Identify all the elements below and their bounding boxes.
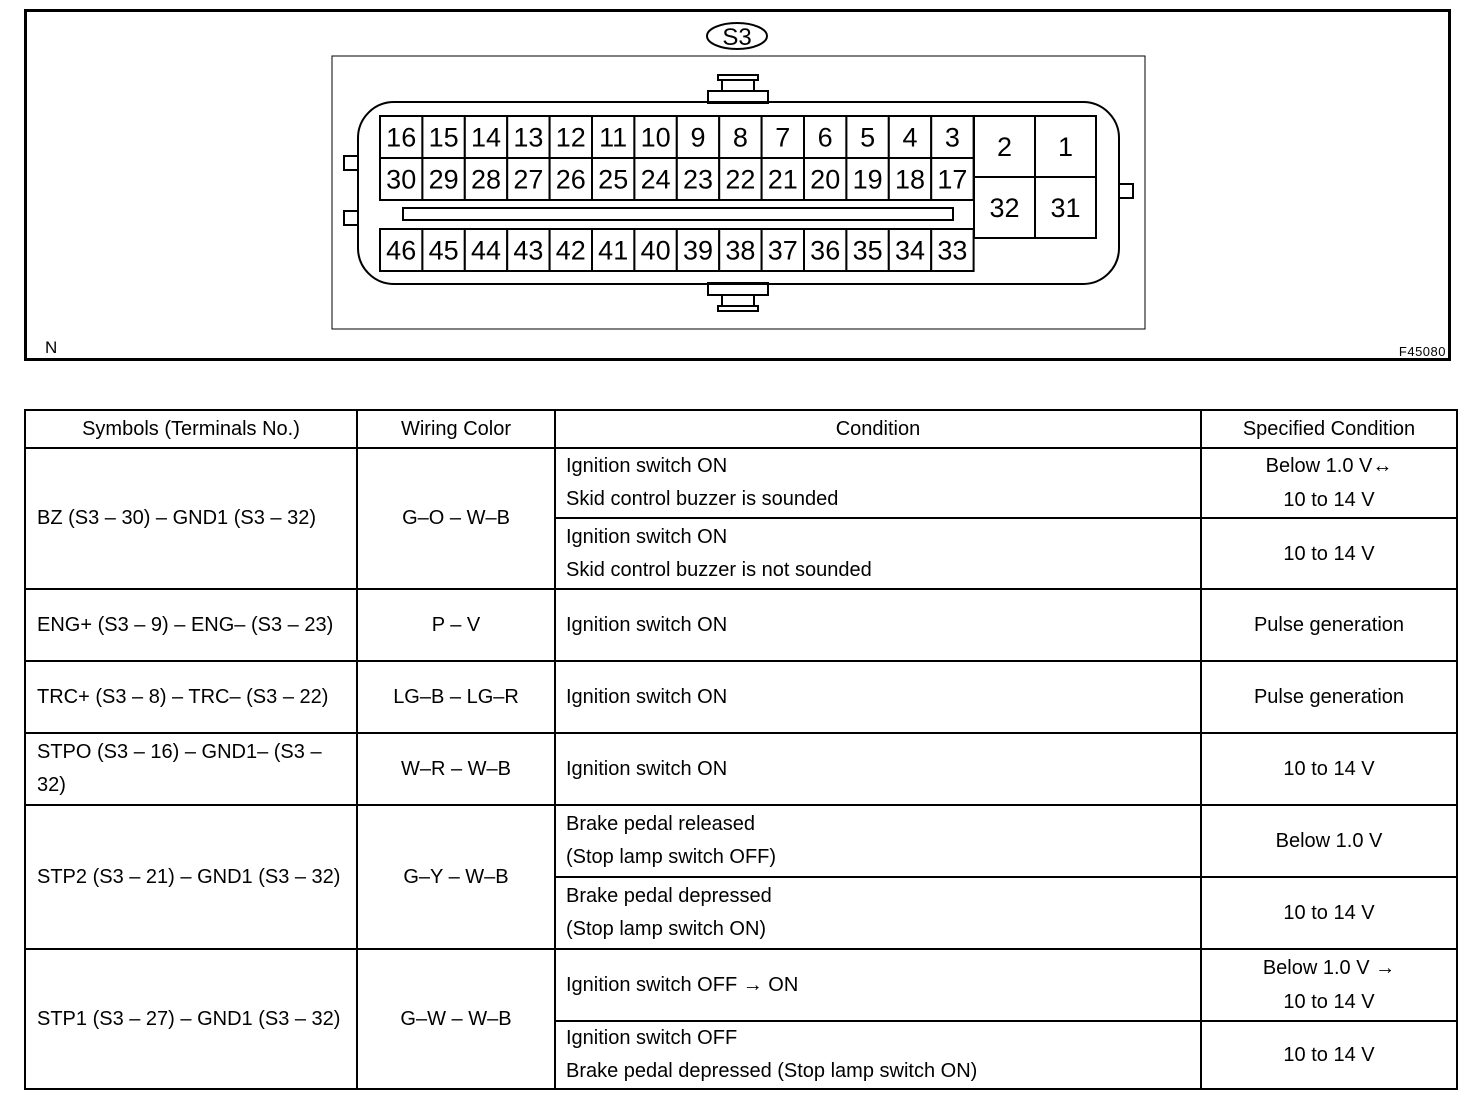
terminal-number: 9 bbox=[690, 122, 706, 153]
condition-line: (Stop lamp switch ON) bbox=[566, 918, 767, 940]
terminal-number: 10 bbox=[640, 122, 671, 153]
condition-line: Ignition switch ON bbox=[566, 525, 728, 548]
terminal-number: 39 bbox=[682, 235, 714, 266]
terminal-number: 46 bbox=[386, 235, 417, 266]
terminal-number: 30 bbox=[386, 164, 417, 195]
condition-line: Ignition switch ON bbox=[566, 455, 728, 477]
bottom-latch bbox=[708, 283, 768, 311]
terminal-number: 14 bbox=[470, 122, 502, 153]
terminal-number: 22 bbox=[725, 164, 756, 195]
header-condition: Condition bbox=[555, 410, 1201, 448]
terminal-number: 5 bbox=[860, 122, 876, 153]
condition-line: Skid control buzzer is not sounded bbox=[566, 558, 872, 581]
terminal-number: 24 bbox=[640, 164, 671, 195]
table-header-row bbox=[25, 410, 1457, 448]
terminal-cavities bbox=[380, 116, 1096, 271]
key-slot bbox=[403, 208, 953, 220]
connector-drawing bbox=[27, 12, 1454, 364]
terminal-number: 23 bbox=[682, 164, 714, 195]
terminal-number: 28 bbox=[470, 164, 502, 195]
symbol-cell: TRC+ (S3 – 8) – TRC– (S3 – 22) bbox=[25, 661, 357, 733]
specified-cell: Below 1.0 V bbox=[1201, 805, 1457, 877]
terminal-number: 25 bbox=[598, 164, 629, 195]
terminal-number: 35 bbox=[852, 235, 883, 266]
terminal-number: 37 bbox=[767, 235, 798, 266]
specified-cell: 10 to 14 V bbox=[1201, 877, 1457, 949]
terminal-number: 17 bbox=[937, 164, 968, 195]
wiring-color-cell: G–O – W–B bbox=[357, 448, 555, 589]
terminal-number: 21 bbox=[767, 164, 798, 195]
table-row bbox=[25, 448, 1457, 518]
terminal-number: 13 bbox=[513, 122, 544, 153]
condition-cell bbox=[555, 805, 1201, 877]
condition-cell bbox=[555, 1021, 1201, 1089]
terminal-spec-table bbox=[24, 409, 1458, 1090]
terminal-number: 31 bbox=[1050, 193, 1081, 224]
terminal-number: 16 bbox=[386, 122, 417, 153]
header-specified-condition: Specified Condition bbox=[1201, 410, 1457, 448]
specified-line: 10 to 14 V bbox=[1283, 489, 1375, 511]
terminal-number: 2 bbox=[996, 132, 1013, 163]
condition-line: Brake pedal depressed (Stop lamp switch ON) bbox=[566, 1060, 978, 1082]
condition-cell: Ignition switch ON bbox=[555, 733, 1201, 805]
left-tab-upper bbox=[344, 156, 358, 170]
condition-line: Brake pedal released bbox=[566, 813, 756, 835]
table-row bbox=[25, 661, 1457, 733]
terminal-number: 44 bbox=[470, 235, 502, 266]
symbol-cell: STPO (S3 – 16) – GND1– (S3 – 32) bbox=[25, 733, 357, 805]
table-row bbox=[25, 949, 1457, 1021]
terminal-number: 11 bbox=[599, 122, 628, 153]
condition-cell: Ignition switch ON bbox=[555, 661, 1201, 733]
wiring-color-cell: G–Y – W–B bbox=[357, 805, 555, 949]
terminal-number: 33 bbox=[937, 235, 968, 266]
terminal-number: 36 bbox=[810, 235, 841, 266]
header-symbols: Symbols (Terminals No.) bbox=[25, 410, 357, 448]
terminal-number: 32 bbox=[989, 193, 1020, 224]
terminal-number: 7 bbox=[775, 122, 791, 153]
terminal-number: 38 bbox=[725, 235, 756, 266]
terminal-number: 4 bbox=[902, 122, 918, 153]
specified-cell: 10 to 14 V bbox=[1201, 1021, 1457, 1089]
terminal-number: 18 bbox=[894, 164, 926, 195]
condition-cell: Ignition switch OFF → ON bbox=[555, 949, 1201, 1021]
terminal-number: 41 bbox=[598, 235, 629, 266]
terminal-number: 15 bbox=[428, 122, 459, 153]
table-row bbox=[25, 589, 1457, 661]
condition-cell bbox=[555, 518, 1201, 589]
terminal-number: 45 bbox=[428, 235, 459, 266]
specified-cell: 10 to 14 V bbox=[1201, 518, 1457, 589]
terminal-number: 27 bbox=[513, 164, 544, 195]
specified-cell bbox=[1201, 949, 1457, 1021]
terminal-number: 29 bbox=[428, 164, 459, 195]
wiring-color-cell: G–W – W–B bbox=[357, 949, 555, 1089]
connector-label: S3 bbox=[722, 24, 752, 51]
terminal-number: 26 bbox=[555, 164, 586, 195]
condition-line: Brake pedal depressed bbox=[566, 885, 772, 907]
right-tab bbox=[1119, 184, 1133, 198]
specified-line: Below 1.0 V → bbox=[1262, 957, 1396, 979]
symbol-cell: STP1 (S3 – 27) – GND1 (S3 – 32) bbox=[25, 949, 357, 1089]
table-row bbox=[25, 733, 1457, 805]
note-letter: N bbox=[45, 338, 58, 357]
condition-line: (Stop lamp switch OFF) bbox=[566, 846, 777, 868]
specified-cell bbox=[1201, 448, 1457, 518]
terminal-number: 6 bbox=[817, 122, 833, 153]
wiring-color-cell: W–R – W–B bbox=[357, 733, 555, 805]
condition-line: Skid control buzzer is sounded bbox=[566, 488, 839, 510]
symbol-cell: STP2 (S3 – 21) – GND1 (S3 – 32) bbox=[25, 805, 357, 949]
wiring-color-cell: LG–B – LG–R bbox=[357, 661, 555, 733]
terminal-number: 40 bbox=[640, 235, 671, 266]
condition-cell: Ignition switch ON bbox=[555, 589, 1201, 661]
terminal-number: 12 bbox=[555, 122, 586, 153]
terminal-number: 8 bbox=[732, 122, 748, 153]
terminal-number: 20 bbox=[810, 164, 841, 195]
top-latch bbox=[708, 75, 768, 103]
symbol-cell: ENG+ (S3 – 9) – ENG– (S3 – 23) bbox=[25, 589, 357, 661]
terminal-number: 34 bbox=[894, 235, 926, 266]
specified-line: Below 1.0 V↔ bbox=[1265, 455, 1393, 477]
wiring-color-cell: P – V bbox=[357, 589, 555, 661]
terminal-number: 19 bbox=[852, 164, 883, 195]
table-row bbox=[25, 805, 1457, 877]
specified-cell: Pulse generation bbox=[1201, 589, 1457, 661]
terminal-number: 43 bbox=[513, 235, 544, 266]
symbol-cell: BZ (S3 – 30) – GND1 (S3 – 32) bbox=[25, 448, 357, 589]
condition-cell bbox=[555, 877, 1201, 949]
left-tab-lower bbox=[344, 211, 358, 225]
terminal-number: 3 bbox=[944, 122, 960, 153]
terminal-number: 42 bbox=[555, 235, 586, 266]
figure-code: F45080 bbox=[1398, 344, 1446, 359]
header-wiring-color: Wiring Color bbox=[357, 410, 555, 448]
specified-cell: Pulse generation bbox=[1201, 661, 1457, 733]
specified-cell: 10 to 14 V bbox=[1201, 733, 1457, 805]
terminal-number: 1 bbox=[1057, 132, 1074, 163]
specified-line: 10 to 14 V bbox=[1283, 991, 1375, 1013]
condition-line: Ignition switch OFF bbox=[566, 1027, 738, 1049]
condition-cell bbox=[555, 448, 1201, 518]
connector-diagram bbox=[24, 9, 1451, 361]
